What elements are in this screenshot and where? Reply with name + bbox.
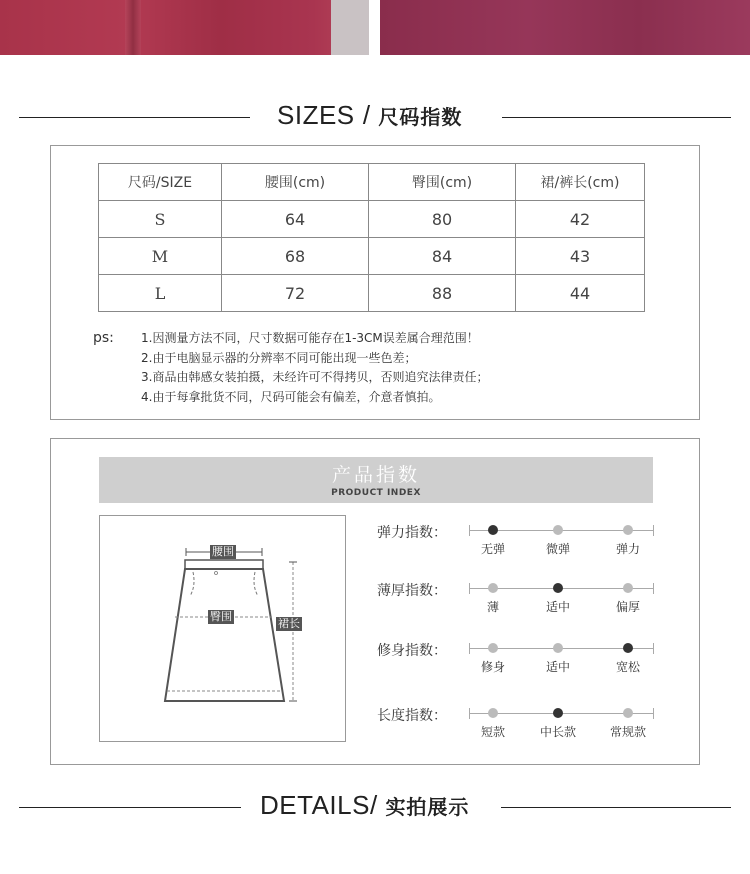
product-index-title-en: PRODUCT INDEX: [331, 488, 421, 498]
size-table-cell: 88: [369, 275, 516, 312]
size-table-cell: M: [99, 238, 222, 275]
skirt-measurement-diagram: [99, 515, 346, 742]
rating-label: 弹力指数：: [377, 525, 447, 541]
table-row: [99, 201, 645, 238]
header-rule-left: [19, 807, 241, 808]
rating-option: 弹力: [615, 542, 641, 556]
rating-dot: [488, 708, 498, 718]
details-section-header: [0, 788, 750, 828]
size-chart-panel: [50, 145, 700, 420]
note-line: 4.由于每拿批货不同，尺码可能会有偏差，介意者慎拍。: [141, 389, 441, 404]
rating-dot: [623, 525, 633, 535]
rating-track-cap: [653, 708, 654, 719]
rating-option: 适中: [545, 600, 571, 614]
rating-row-length: [377, 705, 697, 745]
rating-track-cap: [469, 583, 470, 594]
notes-list: [141, 329, 488, 407]
rating-option: 短款: [480, 725, 506, 739]
photo-background-corner: [331, 0, 369, 55]
size-table-cell: 84: [369, 238, 516, 275]
rating-label: 长度指数：: [377, 708, 447, 724]
details-title: [260, 790, 469, 821]
rating-dot: [488, 643, 498, 653]
rating-dot: [623, 708, 633, 718]
size-table-cell: L: [99, 275, 222, 312]
table-row: [99, 238, 645, 275]
rating-dot-selected: [488, 525, 498, 535]
size-table-header-cell: 裙/裤长(cm): [516, 164, 645, 201]
rating-option: 中长款: [539, 725, 577, 739]
rating-option: 无弹: [480, 542, 506, 556]
product-photo-right: [380, 0, 750, 55]
sizes-title-cn: 尺码指数: [378, 105, 463, 129]
product-photo-strip: [0, 0, 750, 55]
hip-tag: 臀围: [210, 610, 232, 623]
rating-option: 适中: [545, 660, 571, 674]
rating-track-cap: [653, 583, 654, 594]
sizes-title: [277, 100, 462, 131]
rating-row-fit: [377, 640, 697, 680]
size-table-cell: S: [99, 201, 222, 238]
rating-track-cap: [469, 708, 470, 719]
rating-dot: [553, 643, 563, 653]
rating-option: 薄: [486, 600, 500, 614]
size-table-cell: 68: [222, 238, 369, 275]
rating-dot: [623, 583, 633, 593]
rating-row-thickness: [377, 580, 697, 620]
note-line: 2.由于电脑显示器的分辨率不同可能出现一些色差；: [141, 350, 417, 365]
details-title-cn: 实拍展示: [385, 795, 470, 819]
notes-label: ps:: [93, 330, 114, 346]
size-table-header-row: [99, 164, 645, 201]
size-table-cell: 64: [222, 201, 369, 238]
rating-track-cap: [653, 525, 654, 536]
rating-option: 宽松: [615, 660, 641, 674]
header-rule-right: [502, 117, 731, 118]
rating-track-cap: [469, 525, 470, 536]
rating-option: 微弹: [545, 542, 571, 556]
product-photo-left: [0, 0, 369, 55]
rating-option: 修身: [480, 660, 506, 674]
rating-dot-selected: [623, 643, 633, 653]
rating-option: 偏厚: [615, 600, 641, 614]
product-index-banner: [99, 457, 653, 503]
rating-dot: [488, 583, 498, 593]
note-line: 3.商品由韩感女装拍摄，未经许可不得拷贝，否则追究法律责任；: [141, 370, 489, 384]
size-table-cell: 44: [516, 275, 645, 312]
size-table: [98, 163, 645, 312]
waist-tag: 腰围: [212, 545, 234, 558]
size-table-cell: 43: [516, 238, 645, 275]
rating-dot: [553, 525, 563, 535]
rating-track-cap: [653, 643, 654, 654]
sizes-section-header: [0, 98, 750, 138]
product-index-title-cn: 产品指数: [331, 464, 420, 486]
sizes-title-sep: /: [362, 100, 371, 130]
length-tag: 裙长: [278, 617, 300, 630]
table-row: [99, 275, 645, 312]
header-rule-right: [501, 807, 731, 808]
rating-dot-selected: [553, 708, 563, 718]
fabric-fold: [125, 0, 141, 55]
rating-label: 修身指数：: [377, 643, 447, 659]
details-title-sep: /: [369, 790, 378, 820]
size-table-cell: 72: [222, 275, 369, 312]
rating-dot-selected: [553, 583, 563, 593]
sizes-title-en: SIZES: [277, 100, 355, 130]
rating-row-elasticity: [377, 522, 697, 562]
size-table-cell: 42: [516, 201, 645, 238]
rating-track-cap: [469, 643, 470, 654]
details-title-en: DETAILS: [260, 790, 370, 820]
size-table-header-cell: 腰围(cm): [222, 164, 369, 201]
header-rule-left: [19, 117, 250, 118]
size-table-cell: 80: [369, 201, 516, 238]
note-line: 1.因测量方法不同，尺寸数据可能存在1-3CM误差属合理范围！: [141, 331, 479, 345]
size-table-header-cell: 臀围(cm): [369, 164, 516, 201]
rating-option: 常规款: [609, 725, 647, 739]
size-table-header-cell: 尺码/SIZE: [99, 164, 222, 201]
rating-label: 薄厚指数：: [377, 583, 447, 599]
product-index-panel: [50, 438, 700, 765]
